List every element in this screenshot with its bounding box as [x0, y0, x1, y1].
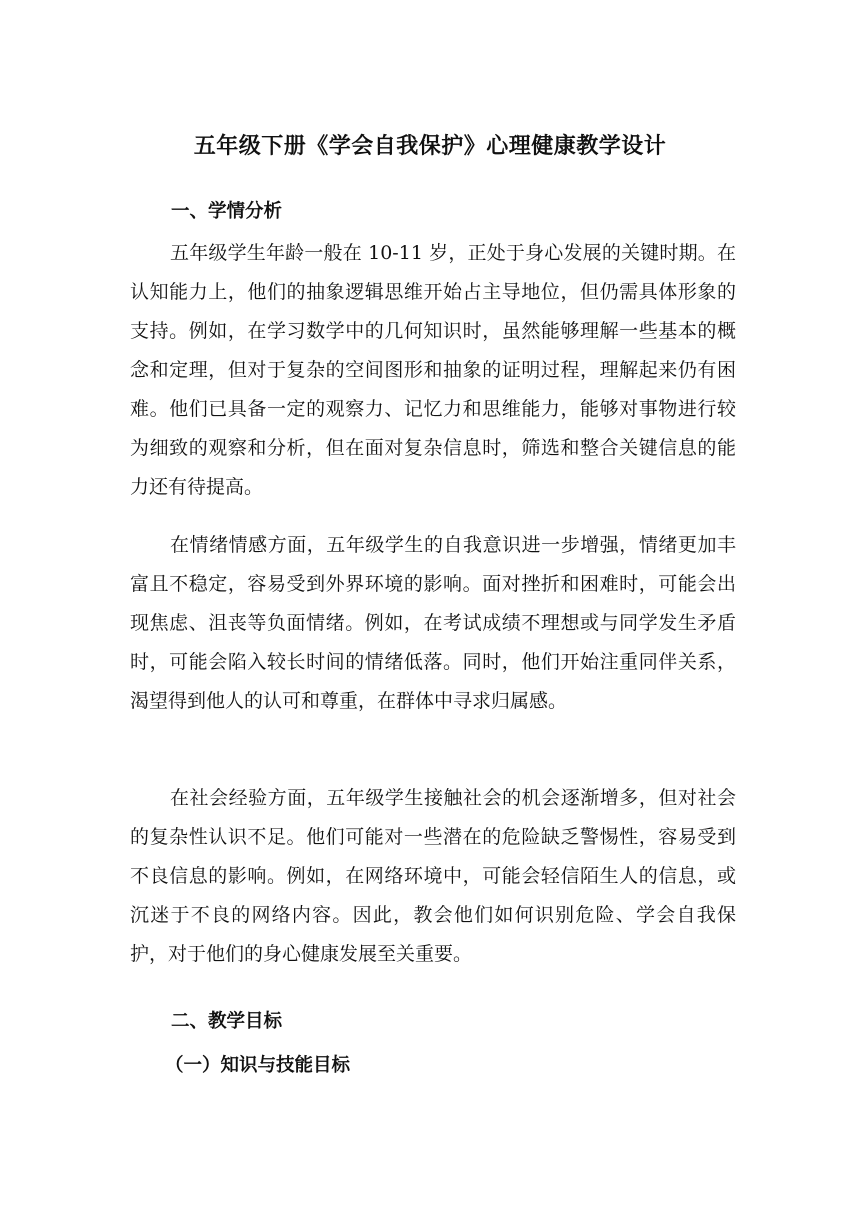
paragraph-emotion: 在情绪情感方面，五年级学生的自我意识进一步增强，情绪更加丰富且不稳定，容易受到外界环境的影响。面对挫折和困难时，可能会出现焦虑、沮丧等负面情绪。例如，在考试成绩不理想或与同学发生矛盾时，可能会陷入较长时间的情绪低落。同时，他们开始注重同伴关系，渴望得到他人的认可和尊重，在群体中寻求归属感。 [130, 534, 736, 712]
section-heading-analysis: 一、学情分析 [171, 201, 283, 222]
document-title: 五年级下册《学会自我保护》心理健康教学设计 [193, 134, 667, 159]
section-heading-objectives: 二、教学目标 [171, 1011, 283, 1032]
subsection-heading-knowledge-skills: （一）知识与技能目标 [165, 1055, 351, 1076]
paragraph-cognition: 五年级学生年龄一般在 10-11 岁，正处于身心发展的关键时期。在认知能力上，他们的抽象逻辑思维开始占主导地位，但仍需具体形象的支持。例如，在学习数学中的几何知识时，虽然能够理解一些基本的概念和定理，但对于复杂的空间图形和抽象的证明过程，理解起来仍有困难。他们已具备一定的观察力、记忆力和思维能力，能够对事物进行较为细致的观察和分析，但在面对复杂信息时，筛选和整合关键信息的能力还有待提高。 [130, 242, 736, 498]
paragraph-social: 在社会经验方面，五年级学生接触社会的机会逐渐增多，但对社会的复杂性认识不足。他们可能对一些潜在的危险缺乏警惕性，容易受到不良信息的影响。例如，在网络环境中，可能会轻信陌生人的信息，或沉迷于不良的网络内容。因此，教会他们如何识别危险、学会自我保护，对于他们的身心健康发展至关重要。 [130, 787, 736, 965]
